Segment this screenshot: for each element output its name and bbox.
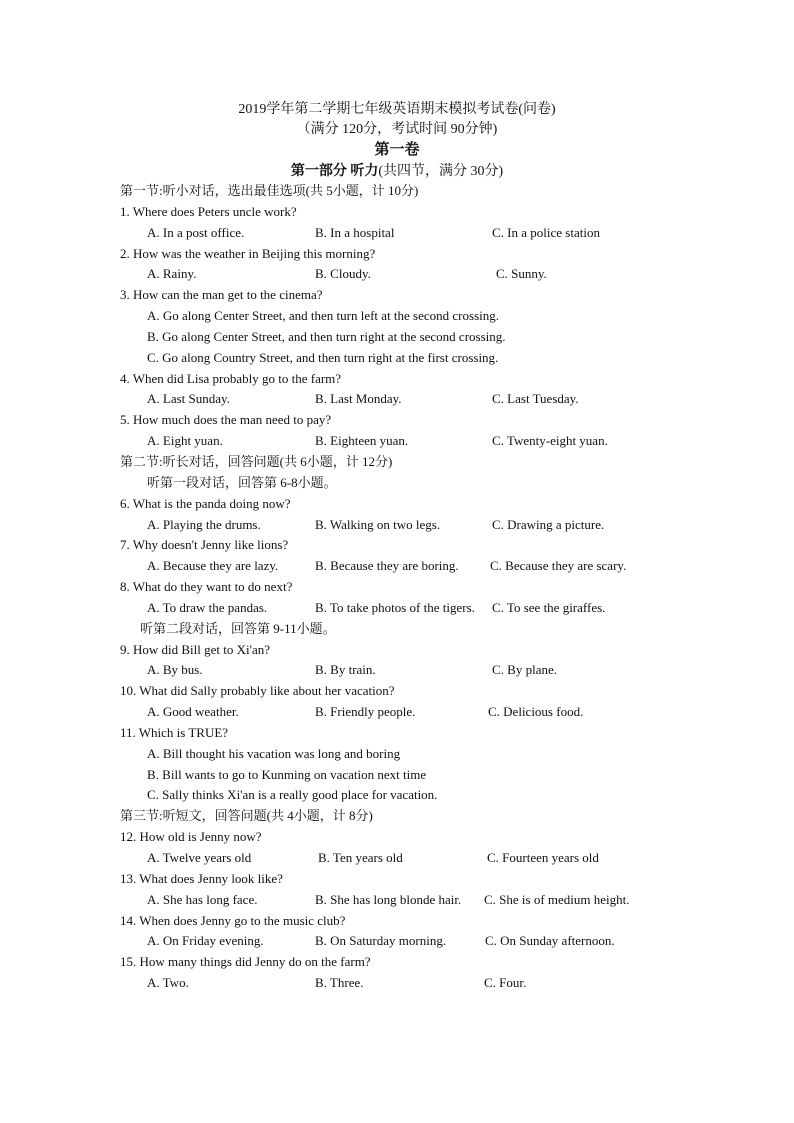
option-b: B. Eighteen yuan. [315,433,409,449]
option-c: C. Because they are scary. [490,558,627,574]
option-a: A. Twelve years old [147,850,252,865]
question-row [0,494,794,515]
question-text: 8. What do they want to do next? [120,579,293,595]
question-text: 11. Which is TRUE? [120,724,229,740]
question-text: 12. How old is Jenny now? [120,829,262,845]
option-a: A. By bus. [147,662,203,678]
question-text: 6. What is the panda doing now? [120,495,291,511]
option-text: A. Go along Center Street, and then turn left at the second crossing. [147,308,499,324]
question-text: 4. When did Lisa probably go to the farm? [120,370,342,386]
option-a: A. In a post office. [147,224,245,240]
option-b: B. Three. [315,975,364,991]
question-row [0,869,794,890]
option-b: B. Because they are boring. [315,558,459,574]
options-row [0,848,794,869]
question-text: 14. When does Jenny go to the music club? [120,912,346,928]
question-row [0,827,794,848]
question-text: 7. Why doesn't Jenny like lions? [120,537,289,553]
option-c: C. Four. [484,975,527,991]
question-row [0,410,794,431]
option-c: C. Delicious food. [488,704,584,720]
option-row [0,348,794,369]
question-row [0,952,794,973]
option-b: B. Last Monday. [315,391,402,407]
option-row [0,785,794,806]
options-row [0,598,794,619]
options-row [0,515,794,536]
question-text: 13. What does Jenny look like? [120,870,283,886]
option-c: C. Drawing a picture. [492,516,605,532]
question-list [0,181,794,994]
option-a: A. On Friday evening. [147,933,264,949]
option-text: B. Go along Center Street, and then turn right at the second crossing. [147,328,506,344]
section-title: 第二节:听长对话，回答问题(共 6小题，计 12分) [120,453,393,469]
question-row [0,577,794,598]
options-row [0,389,794,410]
section-heading [0,452,794,473]
question-row [0,535,794,556]
option-b: B. On Saturday morning. [315,933,447,949]
part-title: 第一部分 听力 [290,164,379,179]
question-text: 2. How was the weather in Beijing this morning? [120,245,376,261]
option-text: A. Bill thought his vacation was long and boring [147,745,401,761]
option-b: B. To take photos of the tigers. [315,599,475,615]
note-text: 听第二段对话，回答第 9-11小题。 [140,620,336,636]
part-detail: (共四节，满分 30分) [378,164,504,179]
section-title: 第三节:听短文，回答问题(共 4小题，计 8分) [120,808,373,824]
option-c: C. By plane. [492,662,557,678]
options-row [0,223,794,244]
volume-heading: 第一卷 [374,142,420,158]
option-a: A. Good weather. [147,704,239,720]
option-c: C. In a police station [492,224,600,240]
options-row [0,556,794,577]
option-c: C. Twenty-eight yuan. [492,433,608,449]
options-row [0,264,794,285]
option-b: B. Cloudy. [315,266,371,282]
question-text: 15. How many things did Jenny do on the farm? [120,954,371,970]
option-a: A. She has long face. [147,891,258,907]
options-row [0,702,794,723]
option-text: C. Go along Country Street, and then turn right at the first crossing. [147,349,499,365]
option-a: A. Two. [147,975,189,991]
listening-note [0,619,794,640]
question-row [0,681,794,702]
note-text: 听第一段对话，回答第 6-8小题。 [147,474,337,490]
options-row [0,973,794,994]
options-row [0,660,794,681]
question-text: 3. How can the man get to the cinema? [120,287,323,303]
option-a: A. To draw the pandas. [147,599,268,615]
question-text: 10. What did Sally probably like about her vacation? [120,683,395,699]
part-heading [0,160,794,180]
question-text: 9. How did Bill get to Xi'an? [120,641,271,657]
options-row [0,890,794,911]
question-row [0,723,794,744]
exam-title: 2019学年第二学期七年级英语期末模拟考试卷(问卷) [238,102,556,117]
option-b: B. Ten years old [318,850,403,865]
option-c: C. She is of medium height. [484,891,630,907]
option-a: A. Because they are lazy. [147,558,279,574]
option-b: B. In a hospital [315,224,395,240]
option-row [0,744,794,765]
option-text: C. Sally thinks Xi'an is a really good place for vacation. [147,787,438,803]
option-c: C. Last Tuesday. [492,391,579,407]
question-row [0,911,794,932]
question-row [0,244,794,265]
option-row [0,306,794,327]
options-row [0,431,794,452]
question-row [0,285,794,306]
exam-subtitle: （满分 120分，考试时间 90分钟) [296,122,498,137]
section-title: 第一节:听小对话，选出最佳选项(共 5小题，计 10分) [120,183,419,198]
section-heading [0,806,794,827]
option-b: B. She has long blonde hair. [315,891,462,907]
question-row [0,202,794,223]
option-text: B. Bill wants to go to Kunming on vacation next time [147,766,427,782]
question-text: 1. Where does Peters uncle work? [120,203,297,219]
option-a: A. Rainy. [147,266,197,282]
option-b: B. By train. [315,662,376,678]
listening-note [0,473,794,494]
section-heading [0,181,794,202]
option-c: C. Fourteen years old [487,850,599,865]
option-a: A. Last Sunday. [147,391,230,407]
question-row [0,369,794,390]
option-c: C. Sunny. [496,266,547,282]
question-row [0,640,794,661]
options-row [0,931,794,952]
option-b: B. Walking on two legs. [315,516,441,532]
option-b: B. Friendly people. [315,704,416,720]
question-text: 5. How much does the man need to pay? [120,412,332,428]
option-row [0,765,794,786]
option-row [0,327,794,348]
option-a: A. Eight yuan. [147,433,223,449]
option-a: A. Playing the drums. [147,516,261,532]
option-c: C. On Sunday afternoon. [485,933,615,949]
option-c: C. To see the giraffes. [492,599,606,615]
